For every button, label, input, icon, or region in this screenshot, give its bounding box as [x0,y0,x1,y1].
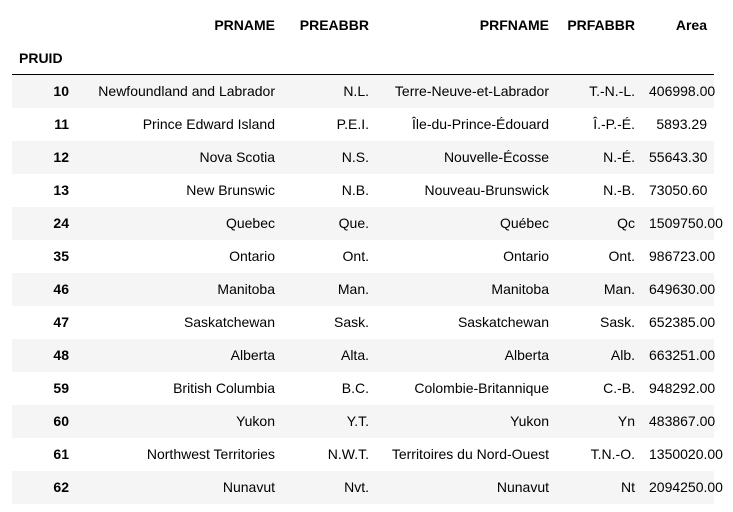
column-header-preabbr: PREABBR [299,16,369,33]
cell-preabbr: B.C. [341,380,369,396]
cell-area: 1350020.00 [649,446,723,462]
cell-prname: New Brunswic [186,182,275,198]
cell-area: 652385.00 [649,314,716,330]
cell-preabbr: N.B. [341,182,369,198]
cell-prfname: Nouvelle-Écosse [443,149,549,165]
column-header-row [12,8,714,41]
row-index-pruid: 46 [53,281,69,297]
cell-preabbr: Nvt. [344,479,369,495]
cell-prname: British Columbia [173,380,275,396]
cell-prname: Prince Edward Island [142,116,275,132]
cell-prfabbr: Nt [621,479,635,495]
cell-prfname: Territoires du Nord-Ouest [391,446,549,462]
cell-prfabbr: Yn [617,413,635,429]
row-index-pruid: 10 [53,83,69,100]
cell-area: 1509750.00 [649,215,723,231]
cell-prfname: Saskatchewan [457,314,549,330]
row-index-pruid: 59 [53,380,69,396]
cell-prfname: Québec [499,215,549,231]
table-row [12,405,714,438]
row-index-pruid: 47 [53,314,69,330]
cell-prfabbr: Sask. [599,314,635,330]
cell-area: 55643.30 [649,149,708,165]
cell-prfabbr: C.-B. [603,380,635,396]
table-header [12,8,714,75]
cell-area: 73050.60 [649,182,708,198]
cell-prname: Nunavut [222,479,275,495]
cell-prname: Manitoba [217,281,275,297]
cell-area: 663251.00 [649,347,716,363]
row-index-pruid: 11 [54,116,69,132]
cell-prname: Newfoundland and Labrador [98,83,275,100]
table-body [12,75,723,504]
cell-preabbr: Ont. [342,248,369,264]
cell-area: 948292.00 [649,380,716,396]
column-header-prfname: PRFNAME [479,16,549,33]
cell-prfname: Colombie-Britannique [414,380,549,396]
column-header-prname: PRNAME [214,16,275,33]
cell-preabbr: Man. [337,281,369,297]
cell-area: 2094250.00 [649,479,723,495]
cell-prfname: Ontario [503,248,549,264]
index-name-header: PRUID [19,49,63,66]
table-row [12,141,714,174]
cell-prname: Quebec [225,215,275,231]
cell-prfabbr: T.N.-O. [590,446,635,462]
cell-preabbr: Sask. [333,314,369,330]
table-row [12,240,714,273]
table-row [12,306,714,339]
cell-prfname: Nunavut [496,479,549,495]
cell-prname: Alberta [230,347,275,363]
cell-prname: Northwest Territories [146,446,275,462]
cell-preabbr: Alta. [340,347,369,363]
cell-preabbr: N.L. [343,83,369,100]
cell-area: 986723.00 [649,248,716,264]
cell-prname: Yukon [236,413,275,429]
cell-prfname: Manitoba [491,281,549,297]
cell-prfabbr: Alb. [610,347,635,363]
dataframe-table [12,8,723,504]
row-index-pruid: 48 [53,347,69,363]
row-index-pruid: 13 [53,182,69,198]
cell-prname: Nova Scotia [199,149,275,165]
cell-prfname: Alberta [504,347,549,363]
table-row [12,438,714,471]
row-index-pruid: 62 [53,479,69,495]
table-row [12,108,714,141]
cell-prfabbr: Ont. [608,248,635,264]
column-header-prfabbr: PRFABBR [567,16,635,33]
cell-area: 649630.00 [649,281,716,297]
row-index-pruid: 24 [53,215,69,231]
cell-prfname: Terre-Neuve-et-Labrador [394,83,549,100]
cell-preabbr: Que. [338,215,369,231]
table-row [12,207,714,240]
cell-preabbr: Y.T. [346,413,369,429]
table-row [12,75,714,108]
cell-prfname: Yukon [510,413,549,429]
cell-prfabbr: Qc [617,215,635,231]
table-row [12,372,714,405]
table-row [12,339,714,372]
cell-prfabbr: Î.-P.-É. [593,116,635,132]
cell-area: 406998.00 [649,83,716,100]
index-header-blank [12,8,76,41]
row-index-pruid: 35 [53,248,69,264]
row-index-pruid: 60 [53,413,69,429]
cell-area: 5893.29 [656,116,707,132]
cell-prfabbr: Man. [603,281,635,297]
cell-preabbr: N.S. [341,149,369,165]
cell-preabbr: P.E.I. [336,116,369,132]
row-index-pruid: 12 [53,149,69,165]
cell-prfabbr: N.-É. [603,149,635,165]
table-row [12,273,714,306]
cell-prname: Saskatchewan [183,314,275,330]
cell-prfabbr: T.-N.-L. [589,83,635,100]
cell-prname: Ontario [229,248,275,264]
table-row [12,471,714,504]
column-header-area: Area [675,16,707,33]
row-index-pruid: 61 [53,446,69,462]
cell-prfname: Île-du-Prince-Édouard [412,116,549,132]
cell-prfname: Nouveau-Brunswick [424,182,549,198]
cell-preabbr: N.W.T. [327,446,369,462]
index-name-row [12,41,714,75]
cell-prfabbr: N.-B. [603,182,635,198]
table-row [12,174,714,207]
cell-area: 483867.00 [649,413,716,429]
